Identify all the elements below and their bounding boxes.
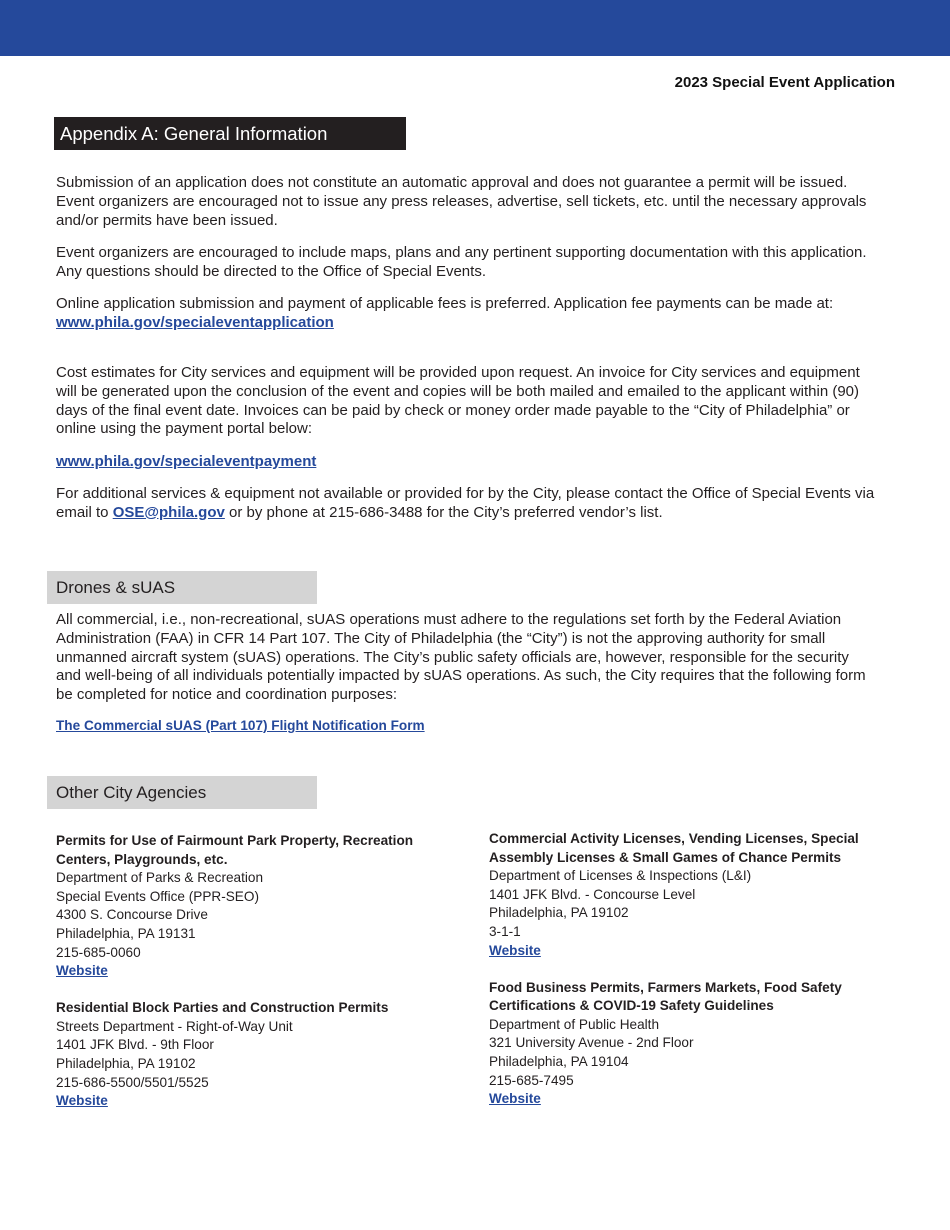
- drones-form-link-line: [56, 717, 876, 736]
- paragraph-online-submission: [56, 295, 876, 333]
- email-link[interactable]: OSE@phila.gov: [112, 503, 225, 521]
- suas-form-link[interactable]: The Commercial sUAS (Part 107) Flight Notification Form: [56, 718, 425, 733]
- agency-website-link[interactable]: Website: [489, 1091, 541, 1107]
- additional-services-phone-text: or by phone at 215-686-3488 for the City’s preferred vendor’s list.: [224, 503, 663, 521]
- agency-phone: 215-686-5500/5501/5525: [56, 1074, 209, 1090]
- agency-entry-licenses: [489, 830, 889, 960]
- agency-website-link[interactable]: Website: [489, 942, 541, 958]
- agency-phone: 215-685-0060: [56, 944, 141, 960]
- agency-street: 1401 JFK Blvd. - Concourse Level: [489, 886, 696, 902]
- paragraph-submission: Submission of an application does not constitute an automatic approval and does not guarantee a permit will be issued. Event organizers are encouraged not to issue any press releases, advertise, sell tickets, etc. until the necessary approvals and/or permits have been issued.: [56, 174, 867, 229]
- paragraph-additional-services: [56, 485, 876, 523]
- payment-link[interactable]: www.phila.gov/specialeventpayment: [56, 453, 317, 470]
- agency-department: Department of Public Health: [489, 1016, 660, 1032]
- appendix-heading: Appendix A: General Information: [54, 117, 406, 150]
- agency-street: 4300 S. Concourse Drive: [56, 907, 208, 923]
- agency-website-link[interactable]: Website: [56, 1093, 108, 1109]
- online-submission-text: Online application submission and payment of applicable fees is preferred. Application fee payments can be made at:: [56, 295, 834, 312]
- agencies-left-column: [56, 832, 456, 1129]
- document-title: 2023 Special Event Application: [674, 74, 895, 91]
- agency-street: 1401 JFK Blvd. - 9th Floor: [56, 1037, 214, 1053]
- agency-city: Philadelphia, PA 19131: [56, 925, 196, 941]
- paragraph-supporting-docs: Event organizers are encouraged to include maps, plans and any pertinent supporting documentation with this application. Any questions should be directed to the Office of Special Events.: [56, 244, 867, 280]
- agency-website-link[interactable]: Website: [56, 963, 108, 979]
- agency-department: Department of Parks & Recreation: [56, 870, 264, 886]
- agency-city: Philadelphia, PA 19104: [489, 1054, 629, 1070]
- agency-entry-streets: [56, 999, 456, 1111]
- drones-heading: Drones & sUAS: [47, 571, 317, 604]
- paragraph-cost-estimates: Cost estimates for City services and equipment will be provided upon request. An invoice for City services and equipment will be generated upon the conclusion of the event and copies will be both mailed and emailed to the applicant within (90) days of the final event date. Invoices can be paid by check or money order made payable to the “City of Philadelphia” or online using the payment portal below:: [56, 364, 860, 438]
- agency-phone: 215-685-7495: [489, 1072, 574, 1088]
- agency-department: Streets Department - Right-of-Way Unit: [56, 1018, 293, 1034]
- agency-entry-parks: [56, 832, 456, 981]
- agency-office: Special Events Office (PPR-SEO): [56, 888, 259, 904]
- paragraph-payment-link: [56, 453, 876, 472]
- agency-title: Food Business Permits, Farmers Markets, Food Safety Certifications & COVID-19 Safety Guidelines: [489, 979, 842, 1014]
- agency-entry-health: [489, 979, 889, 1109]
- header-bar: [0, 0, 950, 56]
- drones-paragraph: All commercial, i.e., non-recreational, sUAS operations must adhere to the regulations set forth by the Federal Aviation Administration (FAA) in CFR 14 Part 107. The City of Philadelphia (the “City”) is not the approving authority for small unmanned aircraft system (sUAS) operations. The City’s public safety officials are, however, responsible for the security and well-being of all individuals potentially impacted by sUAS operations. As such, the City requires that the following form be completed for notice and coordination purposes:: [56, 611, 866, 704]
- agencies-right-column: [489, 830, 889, 1127]
- agency-department: Department of Licenses & Inspections (L&I): [489, 868, 752, 884]
- agency-title: Permits for Use of Fairmount Park Property, Recreation Centers, Playgrounds, etc.: [56, 833, 414, 867]
- application-link[interactable]: www.phila.gov/specialeventapplication: [56, 313, 334, 331]
- agency-title: Commercial Activity Licenses, Vending Licenses, Special Assembly Licenses & Small Games of Chance Permits: [489, 831, 859, 865]
- agencies-heading: Other City Agencies: [47, 776, 317, 809]
- agency-city: Philadelphia, PA 19102: [489, 905, 629, 921]
- agency-title: Residential Block Parties and Construction Permits: [56, 1000, 389, 1016]
- agency-phone: 3-1-1: [489, 923, 521, 939]
- agency-city: Philadelphia, PA 19102: [56, 1056, 196, 1072]
- additional-services-text: For additional services & equipment not available or provided for by the City, please contact the Office of Special Events via email to: [56, 485, 875, 521]
- agency-street: 321 University Avenue - 2nd Floor: [489, 1035, 694, 1051]
